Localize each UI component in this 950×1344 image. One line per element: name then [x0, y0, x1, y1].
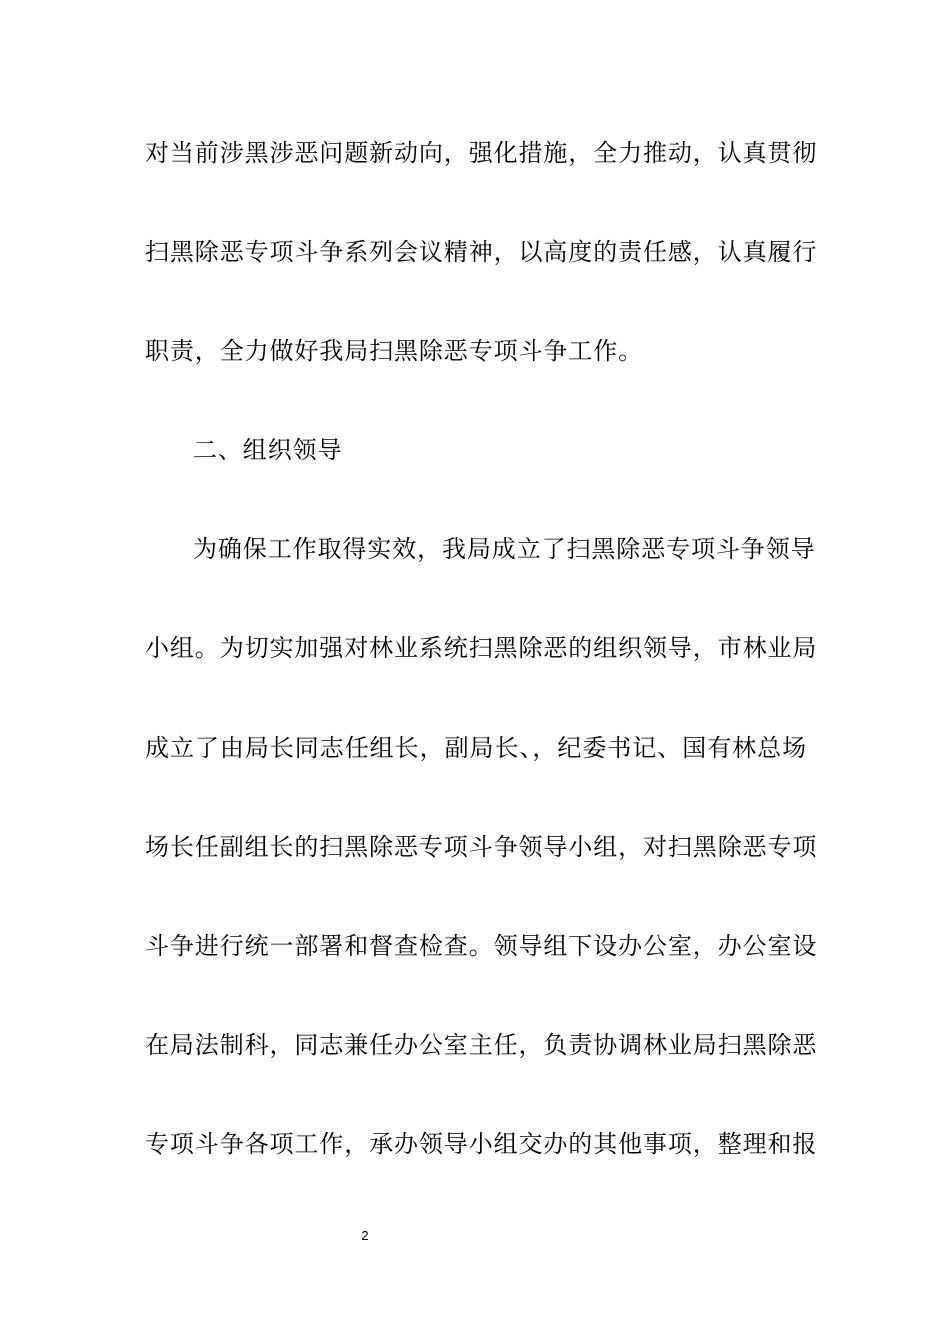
body-text-line-10: 在局法制科，同志兼任办公室主任，负责协调林业局扫黑除恶: [145, 1031, 818, 1059]
body-text-line-3: 职责，全力做好我局扫黑除恶专项斗争工作。: [145, 337, 643, 365]
body-text-line-2: 扫黑除恶专项斗争系列会议精神，以高度的责任感，认真履行: [145, 238, 818, 266]
body-text-line-7: 成立了由局长同志任组长，副局长、，纪委书记、国有林总场: [145, 734, 807, 762]
body-text-line-8: 场长任副组长的扫黑除恶专项斗争领导小组，对扫黑除恶专项: [145, 833, 818, 861]
body-text-line-6: 小组。为切实加强对林业系统扫黑除恶的组织领导，市林业局: [145, 634, 818, 662]
body-text-line-11: 专项斗争各项工作，承办领导小组交办的其他事项，整理和报: [145, 1130, 818, 1158]
page-number: 2: [361, 1228, 369, 1243]
section-heading: 二、组织领导: [193, 436, 343, 464]
body-text-line-1: 对当前涉黑涉恶问题新动向，强化措施，全力推动，认真贯彻: [145, 139, 818, 167]
body-text-line-5: 为确保工作取得实效，我局成立了扫黑除恶专项斗争领导: [193, 535, 816, 563]
body-text-line-9: 斗争进行统一部署和督查检查。领导组下设办公室，办公室设: [145, 932, 818, 960]
